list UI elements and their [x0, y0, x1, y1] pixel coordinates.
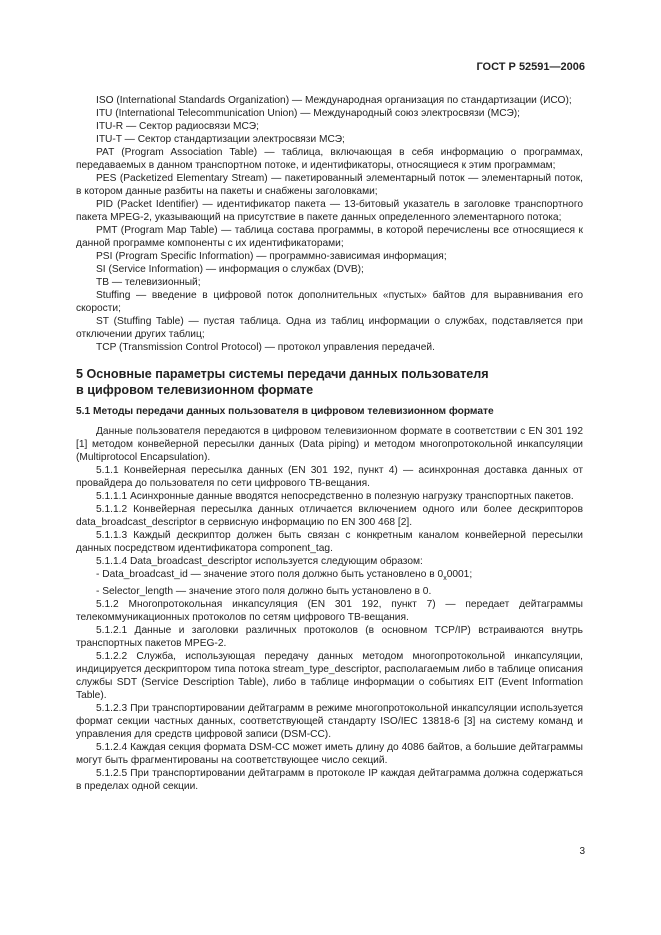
paragraph-5-1-1-3: 5.1.1.3 Каждый дескриптор должен быть связан с конкретным каналом конвейерной пересылки данных посредством идентификатора component_tag. — [76, 530, 583, 554]
definition-st: ST (Stuffing Table) — пустая таблица. Одна из таблиц информации о службах, подставляется при отключении других таблиц; — [76, 316, 583, 340]
standard-header: ГОСТ Р 52591—2006 — [476, 61, 585, 73]
list-item-data-broadcast-id: - Data_broadcast_id — значение этого поля должно быть установлено в $0_x0001$; — [96, 569, 473, 583]
definition-iso: ISO (International Standards Organization) — Международная организация по стандартизации (ИСО); — [96, 95, 572, 106]
paragraph-5-1-1-1: 5.1.1.1 Асинхронные данные вводятся непосредственно в полезную нагрузку транспортных пакетов. — [96, 491, 574, 502]
definition-itu: ITU (International Telecommunication Union) — Международный союз электросвязи (МСЭ); — [96, 108, 520, 119]
paragraph-5-1-2-3: 5.1.2.3 При транспортировании дейтаграмм в режиме многопротокольной инкапсуляции используется формат секции частных данных, соответствующей стандарту ISO/IEC 13818-6 [3] на систему команд и управления для средств цифровой записи (DSM-CC). — [76, 703, 583, 741]
paragraph-intro: Данные пользователя передаются в цифровом телевизионном формате в соответствии с EN 301 192 [1] методом конвейерной пересылки данных (Data piping) и методом многопротокольной инкапсуляции (Multiprotocol Encapsulation). — [76, 426, 583, 463]
paragraph-5-1-2-5: 5.1.2.5 При транспортировании дейтаграмм в протоколе IP каждая дейтаграмма должна содержаться в пределах одной секции. — [76, 768, 583, 793]
list-item-selector-length: - Selector_length — значение этого поля должно быть установлено в 0. — [96, 586, 432, 598]
definition-si: SI (Service Information) — информация о службах (DVB); — [96, 264, 364, 275]
paragraph-5-1-2-1: 5.1.2.1 Данные и заголовки различных протоколов (в основном TCP/IP) встраиваются внутрь транспортных пакетов MPEG-2. — [76, 625, 583, 650]
definition-pid: PID (Packet Identifier) — идентификатор пакета — 13-битовый указатель в заголовке транспортного пакета MPEG-2, указывающий на присутствие в пакете данных определенного элементарного потока; — [76, 199, 583, 223]
page-content — [76, 94, 583, 793]
definition-itu-r: ITU-R — Сектор радиосвязи МСЭ; — [96, 121, 259, 132]
definition-tcp: TCP (Transmission Control Protocol) — протокол управления передачей. — [96, 342, 435, 353]
definition-pes: PES (Packetized Elementary Stream) — пакетированный элементарный поток — элементарный поток, в котором данные разбиты на пакеты и снабжены заголовками; — [76, 173, 583, 197]
paragraph-5-1-1: 5.1.1 Конвейерная пересылка данных (EN 301 192, пункт 4) — асинхронная доставка данных от провайдера до пользователя по сети цифрового ТВ-вещания. — [76, 465, 583, 489]
paragraph-5-1-1-4: 5.1.1.4 Data_broadcast_descriptor используется следующим образом: — [96, 556, 423, 567]
definition-tv: ТВ — телевизионный; — [96, 277, 201, 288]
page-number: 3 — [579, 846, 585, 857]
definition-psi: PSI (Program Specific Information) — программно-зависимая информация; — [96, 251, 447, 262]
spacer — [76, 398, 583, 405]
definition-itu-t: ITU-T — Сектор стандартизации электросвязи МСЭ; — [96, 134, 345, 145]
section-5-1-title: 5.1 Методы передачи данных пользователя в цифровом телевизионном формате — [76, 406, 494, 417]
paragraph-5-1-2-2: 5.1.2.2 Служба, использующая передачу данных методом многопротокольной инкапсуляции, индицируется дескриптором типа потока stream_type_descriptor, располагаемым либо в таблице описания службы SDT (Service Description Table), либо в таблице информации о событиях EIT (Event Information Table). — [76, 651, 583, 702]
spacer — [76, 418, 583, 425]
paragraph-5-1-1-2: 5.1.1.2 Конвейерная пересылка данных отличается включением одного или более дескрипторов data_broadcast_descriptor в сервисную информацию по EN 300 468 [2]. — [76, 504, 583, 528]
definition-stuffing: Stuffing — введение в цифровой поток дополнительных «пустых» байтов для выравнивания его скорости; — [76, 290, 583, 314]
definition-pat: PAT (Program Association Table) — таблица, включающая в себя информацию о программах, передаваемых в данном транспортном потоке, и идентификаторы, относящиеся к этим программам; — [76, 147, 583, 171]
paragraph-5-1-2-4: 5.1.2.4 Каждая секция формата DSM-CC может иметь длину до 4086 байтов, а большие дейтаграммы могут быть фрагментированы на соответствующее число секций. — [76, 742, 583, 767]
section-5-title: 5 Основные параметры системы передачи данных пользователя в цифровом телевизионном формате — [76, 367, 489, 397]
definition-pmt: PMT (Program Map Table) — таблица состава программы, в которой перечислены все относящиеся к данной программе компоненты с их идентификаторами; — [76, 225, 583, 249]
spacer — [76, 354, 583, 366]
paragraph-5-1-2: 5.1.2 Многопротокольная инкапсуляция (EN 301 192, пункт 7) — передает дейтаграммы телекоммуникационных протоколов по сетям цифрового ТВ-вещания. — [76, 599, 583, 624]
